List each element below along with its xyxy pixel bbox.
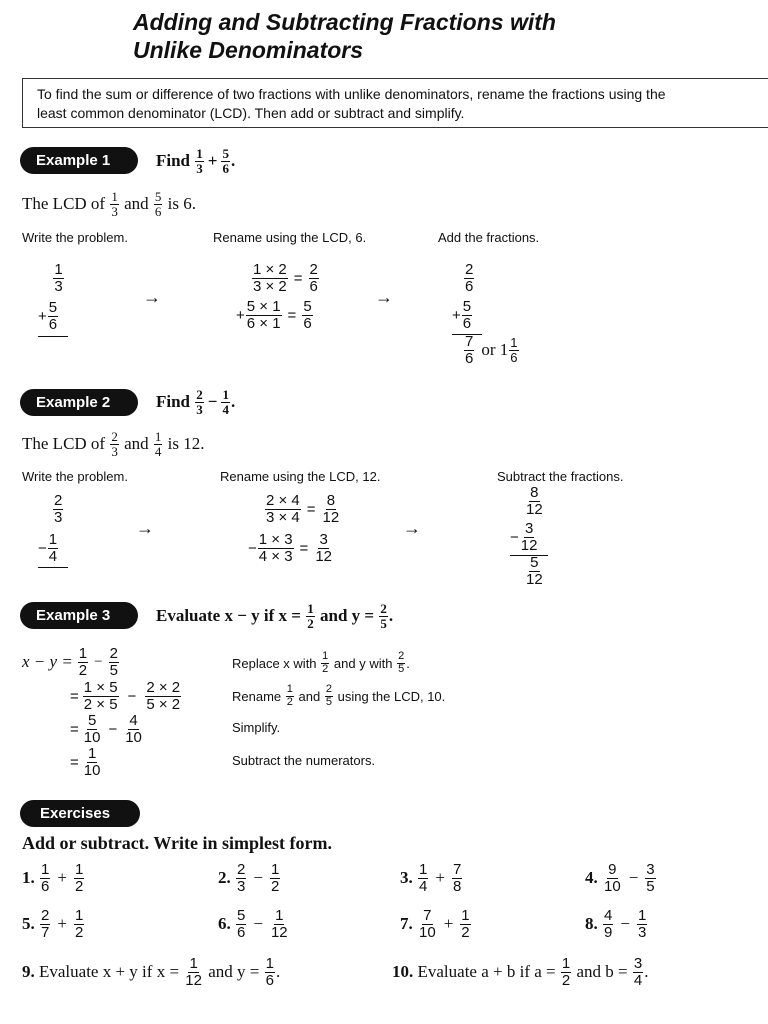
fraction xyxy=(53,262,63,295)
denominator: 10 xyxy=(604,877,621,895)
numerator: 7 xyxy=(423,907,432,924)
minus-sign: − xyxy=(127,687,137,705)
denominator: 5 × 2 xyxy=(146,695,181,713)
numerator: 2 xyxy=(41,907,50,924)
exercise-number: 8. xyxy=(585,914,598,934)
denominator: 3 xyxy=(637,923,647,941)
exercise-number: 7. xyxy=(400,914,413,934)
example2-result xyxy=(524,555,545,588)
difference-rule xyxy=(38,567,68,568)
numerator: 1 xyxy=(189,955,198,972)
lcd-and: and xyxy=(124,194,149,214)
denominator: 5 xyxy=(325,695,332,708)
example2-badge: Example 2 xyxy=(20,389,138,416)
numerator: 1 xyxy=(461,907,470,924)
example1-lcd-line xyxy=(22,190,196,218)
operator: + xyxy=(57,868,67,888)
fraction xyxy=(221,147,230,175)
example1-problem-second xyxy=(38,300,59,333)
example2-rename-row1 xyxy=(264,493,341,526)
fraction xyxy=(78,646,88,679)
exercise-10: 10. Evaluate a + b if a = $\frac{1}{2}$ and b = $\frac{3}{4}$ . xyxy=(392,955,649,989)
fraction xyxy=(53,493,63,526)
example3-note1: Replace x with $\frac{1}{2}$ and y with $\frac{2}{5}$ . xyxy=(232,650,410,675)
fraction xyxy=(83,680,119,713)
denominator: 6 xyxy=(265,971,274,989)
denominator: 12 xyxy=(270,923,288,941)
numerator: 1 xyxy=(510,335,518,351)
denominator: 7 xyxy=(41,923,50,941)
sum-rule xyxy=(38,336,68,337)
exercise-item xyxy=(585,862,657,895)
exercise-number: 5. xyxy=(22,914,35,934)
minus-sign: − xyxy=(248,539,257,557)
denominator: 2 xyxy=(461,923,470,941)
fraction xyxy=(645,862,655,895)
numerator: 2 xyxy=(325,683,332,695)
fraction xyxy=(252,262,288,295)
example2-rename-row2 xyxy=(248,532,334,565)
denominator: 3 xyxy=(111,203,118,219)
denominator: 2 xyxy=(561,971,571,989)
numerator: 1 xyxy=(154,429,162,444)
denominator: 6 xyxy=(462,314,472,332)
example3-note2 xyxy=(232,684,445,708)
equals-sign: = xyxy=(70,720,79,738)
example1-result xyxy=(463,334,520,367)
denominator: 6 xyxy=(222,160,229,176)
fraction xyxy=(525,485,544,518)
example3-prompt: Evaluate x − y if x = xyxy=(156,606,301,626)
numerator: 3 xyxy=(319,531,328,548)
exercise-item xyxy=(400,908,472,941)
fraction xyxy=(321,651,329,675)
example1-step2-label: Rename using the LCD, 6. xyxy=(213,230,367,245)
exercise-item xyxy=(22,862,85,895)
numerator: 1 xyxy=(78,645,88,662)
operator: + xyxy=(443,914,454,934)
exercises-instruction: Add or subtract. Write in simplest form. xyxy=(22,833,332,853)
numerator: 5 xyxy=(462,298,472,315)
numerator: 5 xyxy=(48,299,58,316)
denominator: 12 xyxy=(526,500,543,518)
numerator: 8 xyxy=(326,492,336,509)
denominator: 2 xyxy=(307,615,314,631)
fraction xyxy=(603,908,613,941)
fraction xyxy=(325,684,333,708)
numerator: 1 xyxy=(111,189,118,204)
intro-box xyxy=(22,78,768,128)
numerator: 2 xyxy=(465,261,474,278)
lcd-suffix: is 6. xyxy=(167,194,196,214)
denominator: 6 xyxy=(237,923,246,941)
denominator: 3 xyxy=(237,877,246,895)
minus-sign: − xyxy=(38,539,47,557)
numerator: 5 xyxy=(87,712,97,729)
numerator: 2 xyxy=(111,429,118,444)
numerator: 5 xyxy=(237,907,246,924)
denominator: 10 xyxy=(419,923,436,941)
lcd-and: and xyxy=(124,434,149,454)
denominator: 12 xyxy=(520,536,538,554)
numerator: 1 xyxy=(48,531,58,548)
numerator: 2 xyxy=(380,601,387,616)
equals-sign: = xyxy=(299,539,309,557)
exercise-item xyxy=(218,862,281,895)
intro-line1: To find the sum or difference of two fractions with unlike denominators, rename the fractions using the xyxy=(37,86,666,102)
numerator: 2 × 2 xyxy=(146,679,181,696)
exercise-number: 9. xyxy=(22,962,35,982)
fraction xyxy=(83,713,102,746)
denominator: 2 xyxy=(78,661,88,679)
exercise-number: 10. xyxy=(392,962,414,982)
denominator: 6 xyxy=(41,877,50,895)
fraction xyxy=(322,493,341,526)
fraction xyxy=(637,908,647,941)
exercise-9: 9. Evaluate x + y if x = $\frac{1}{12}$ and y = $\frac{1}{6}$ . xyxy=(22,955,281,989)
exercise-item xyxy=(22,908,85,941)
exercise-text: and y = xyxy=(208,962,260,982)
fraction xyxy=(109,646,119,679)
numerator: 9 xyxy=(608,861,617,878)
denominator: 3 xyxy=(196,160,203,176)
example2-sub-first xyxy=(524,485,545,518)
fraction xyxy=(195,147,204,175)
numerator: 2 xyxy=(309,261,318,278)
fraction xyxy=(464,262,474,295)
arrow-icon: → xyxy=(403,518,421,538)
fraction xyxy=(145,680,181,713)
example2-lcd-line xyxy=(22,430,204,458)
fraction xyxy=(236,862,246,895)
fraction xyxy=(74,908,84,941)
denominator: 3 xyxy=(196,401,203,417)
example3-step2 xyxy=(70,680,182,713)
example1-add-second xyxy=(452,299,473,332)
fraction xyxy=(464,334,474,367)
equals-sign: = xyxy=(306,500,316,518)
fraction xyxy=(270,862,280,895)
lcd-prefix: The LCD of xyxy=(22,434,106,454)
exercise-text: Evaluate a + b if a = xyxy=(417,962,556,982)
fraction xyxy=(270,908,289,941)
denominator: 2 × 5 xyxy=(83,695,118,713)
example2-step2-label: Rename using the LCD, 12. xyxy=(220,469,381,484)
example3-badge: Example 3 xyxy=(20,602,138,629)
denominator: 3 × 2 xyxy=(253,277,287,295)
fraction xyxy=(309,262,319,295)
fraction xyxy=(48,300,58,333)
numerator: 2 xyxy=(398,650,405,662)
numerator: 1 xyxy=(41,861,50,878)
numerator: 1 xyxy=(196,146,203,161)
denominator: 6 xyxy=(510,349,518,365)
denominator: 6 xyxy=(465,349,474,367)
plus-sign: + xyxy=(452,306,461,324)
fraction xyxy=(561,956,571,989)
numerator: 5 xyxy=(154,189,162,204)
numerator: 2 xyxy=(109,645,118,662)
operator: + xyxy=(207,151,218,171)
denominator: 3 xyxy=(54,508,63,526)
exercise-text: and b = xyxy=(576,962,628,982)
fraction xyxy=(452,862,462,895)
exercise-item xyxy=(218,908,290,941)
plus-sign: + xyxy=(236,306,245,324)
example1-step3-label: Add the fractions. xyxy=(438,230,540,245)
equals-sign: = xyxy=(70,687,79,705)
arrow-icon: → xyxy=(143,287,161,307)
denominator: 6 xyxy=(309,277,318,295)
denominator: 4 xyxy=(154,443,162,459)
fraction xyxy=(124,713,143,746)
denominator: 12 xyxy=(315,547,332,565)
fraction xyxy=(460,908,470,941)
note-text: using the LCD, 10. xyxy=(337,688,446,704)
denominator: 4 × 3 xyxy=(258,547,293,565)
fraction xyxy=(314,532,333,565)
numerator: 1 xyxy=(322,650,329,662)
example3-step1 xyxy=(22,646,120,679)
equals-sign: = xyxy=(293,269,303,287)
numerator: 5 xyxy=(222,146,229,161)
exercises-badge: Exercises xyxy=(20,800,140,827)
example3-note3: Simplify. xyxy=(232,720,281,735)
operator: − xyxy=(620,914,630,934)
fraction xyxy=(83,746,102,779)
exercise-text: Evaluate x + y if x = xyxy=(39,962,180,982)
example2-heading: Find $\frac{2}{3}$ − $\frac{1}{4}$ . xyxy=(156,387,236,417)
numerator: 1 xyxy=(275,907,284,924)
fraction xyxy=(184,956,203,989)
numerator: 7 xyxy=(452,861,462,878)
numerator: 1 xyxy=(270,861,280,878)
example1-step1-label: Write the problem. xyxy=(22,230,128,245)
exercise-number: 3. xyxy=(400,868,413,888)
example1-heading: Find $\frac{1}{3}$ + $\frac{5}{6}$ . xyxy=(156,146,236,176)
minus-sign: − xyxy=(94,653,103,670)
denominator: 6 xyxy=(48,315,58,333)
fraction xyxy=(603,862,622,895)
equals-sign: = xyxy=(70,753,79,771)
page-title xyxy=(133,8,556,64)
fraction xyxy=(40,908,50,941)
example3-step4 xyxy=(70,746,102,779)
example1-add-first xyxy=(463,262,475,295)
operator: − xyxy=(253,914,263,934)
arrow-icon: → xyxy=(136,518,154,538)
numerator: 1 xyxy=(286,683,293,695)
fraction xyxy=(48,532,58,565)
exercise-item xyxy=(400,862,463,895)
exercise-number: 6. xyxy=(218,914,231,934)
fraction xyxy=(110,190,119,218)
denominator: 10 xyxy=(83,728,101,746)
numerator: 2 × 4 xyxy=(266,492,300,509)
equals-sign: = xyxy=(287,306,297,324)
numerator: 1 xyxy=(74,907,84,924)
denominator: 4 xyxy=(48,547,58,565)
numerator: 1 xyxy=(265,955,274,972)
numerator: 1 xyxy=(87,745,97,762)
denominator: 12 xyxy=(185,971,202,989)
denominator: 6 xyxy=(465,277,474,295)
exercise-number: 4. xyxy=(585,868,598,888)
example2-step1-label: Write the problem. xyxy=(22,469,128,484)
denominator: 4 xyxy=(633,971,643,989)
fraction xyxy=(286,684,294,708)
operator: + xyxy=(57,914,67,934)
fraction xyxy=(265,493,301,526)
lcd-prefix: The LCD of xyxy=(22,194,106,214)
fraction xyxy=(246,299,282,332)
fraction xyxy=(509,336,518,364)
fraction xyxy=(306,602,315,630)
minus-sign: − xyxy=(510,528,519,546)
denominator: 6 xyxy=(154,203,162,219)
numerator: 8 xyxy=(530,484,539,501)
fraction xyxy=(397,651,405,675)
note-text: Rename xyxy=(232,688,282,704)
numerator: 2 xyxy=(54,492,63,509)
numerator: 4 xyxy=(604,907,613,924)
example3-step3 xyxy=(70,713,144,746)
denominator: 12 xyxy=(322,508,340,526)
numerator: 3 xyxy=(646,861,655,878)
numerator: 1 xyxy=(637,907,647,924)
example2-sub-second xyxy=(510,521,539,554)
example2-step3-label: Subtract the fractions. xyxy=(497,469,624,484)
find-word: Find xyxy=(156,151,191,171)
numerator: 3 xyxy=(524,520,534,537)
example3-lhs: x − y = xyxy=(22,652,73,672)
example1-problem xyxy=(38,262,68,295)
fraction xyxy=(525,555,544,588)
example1-rename-row2 xyxy=(236,299,314,332)
numerator: 4 xyxy=(129,712,138,729)
numerator: 1 × 2 xyxy=(253,261,287,278)
denominator: 10 xyxy=(83,761,101,779)
example2-problem-first xyxy=(52,493,64,526)
denominator: 3 xyxy=(54,277,63,295)
numerator: 2 xyxy=(237,861,246,878)
denominator: 2 xyxy=(270,877,280,895)
exercise-item xyxy=(585,908,648,941)
denominator: 5 xyxy=(380,615,387,631)
denominator: 2 xyxy=(74,923,84,941)
example3-heading: Evaluate x − y if x = $\frac{1}{2}$ and y = $\frac{2}{5}$ . xyxy=(156,601,394,631)
fraction xyxy=(110,430,119,458)
example1-rename-row1 xyxy=(251,262,320,295)
denominator: 5 xyxy=(398,662,405,675)
fraction xyxy=(195,388,204,416)
minus-sign: − xyxy=(108,720,118,738)
numerator: 1 xyxy=(419,861,428,878)
numerator: 1 xyxy=(222,387,229,402)
lcd-suffix: is 12. xyxy=(167,434,205,454)
denominator: 2 xyxy=(286,695,293,708)
numerator: 1 xyxy=(307,601,314,616)
plus-sign: + xyxy=(38,307,47,325)
operator: − xyxy=(207,392,218,412)
example3-note4: Subtract the numerators. xyxy=(232,753,376,768)
denominator: 6 xyxy=(303,314,312,332)
numerator: 5 xyxy=(303,298,312,315)
fraction xyxy=(379,602,388,630)
denominator: 8 xyxy=(452,877,462,895)
operator: − xyxy=(253,868,263,888)
denominator: 9 xyxy=(604,923,613,941)
fraction xyxy=(221,388,230,416)
fraction xyxy=(236,908,246,941)
numerator: 1 xyxy=(561,955,571,972)
denominator: 5 xyxy=(109,661,118,679)
numerator: 5 × 1 xyxy=(246,298,281,315)
note-text: and xyxy=(298,688,321,704)
numerator: 1 xyxy=(54,261,63,278)
fraction xyxy=(74,862,84,895)
operator: + xyxy=(435,868,445,888)
numerator: 5 xyxy=(530,554,539,571)
fraction xyxy=(302,299,312,332)
numerator: 1 xyxy=(74,861,84,878)
denominator: 2 xyxy=(74,877,84,895)
example2-problem-second xyxy=(38,532,59,565)
exercise-number: 1. xyxy=(22,868,35,888)
note-text: and y with xyxy=(333,655,393,671)
find-word: Find xyxy=(156,392,191,412)
denominator: 5 xyxy=(646,877,655,895)
example3-and-y: and y = xyxy=(319,606,375,626)
fraction xyxy=(418,908,437,941)
note-text: Replace x with xyxy=(232,655,317,671)
denominator: 2 xyxy=(322,662,329,675)
numerator: 7 xyxy=(465,333,474,350)
arrow-icon: → xyxy=(375,287,393,307)
numerator: 2 xyxy=(196,387,203,402)
denominator: 10 xyxy=(125,728,142,746)
fraction xyxy=(265,956,275,989)
denominator: 4 xyxy=(419,877,428,895)
denominator: 3 × 4 xyxy=(266,508,300,526)
fraction xyxy=(154,190,163,218)
exercise-number: 2. xyxy=(218,868,231,888)
denominator: 4 xyxy=(222,401,229,417)
or-mixed: or 1 xyxy=(481,340,509,360)
intro-line2: least common denominator (LCD). Then add or subtract and simplify. xyxy=(37,105,465,121)
denominator: 3 xyxy=(111,443,118,459)
fraction xyxy=(520,521,539,554)
page-title-line2: Unlike Denominators xyxy=(133,37,364,63)
example1-badge: Example 1 xyxy=(20,147,138,174)
page-title-line1: Adding and Subtracting Fractions with xyxy=(133,9,556,35)
fraction xyxy=(462,299,472,332)
numerator: 1 × 3 xyxy=(258,531,293,548)
fraction xyxy=(418,862,428,895)
fraction xyxy=(258,532,294,565)
fraction xyxy=(154,430,163,458)
denominator: 6 × 1 xyxy=(246,314,281,332)
numerator: 3 xyxy=(633,955,643,972)
numerator: 1 × 5 xyxy=(83,679,118,696)
fraction xyxy=(633,956,643,989)
fraction xyxy=(40,862,50,895)
operator: − xyxy=(628,868,639,888)
denominator: 12 xyxy=(526,570,543,588)
